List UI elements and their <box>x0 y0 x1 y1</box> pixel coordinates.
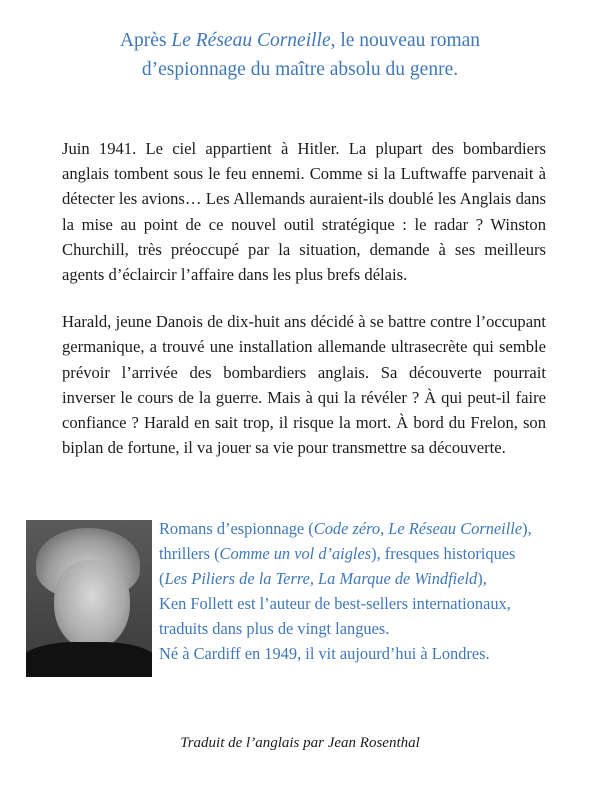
bio-titles: Les Piliers de la Terre, La Marque de Windfield <box>164 569 478 588</box>
bio-titles: Comme un vol d’aigles <box>219 544 372 563</box>
bio-titles: Code zéro, Le Réseau Corneille <box>313 519 523 538</box>
author-bio-block <box>26 516 578 680</box>
author-bio <box>159 516 579 666</box>
bio-line-1 <box>159 516 579 541</box>
bio-line-5: traduits dans plus de vingt langues. <box>159 619 390 638</box>
portrait-face <box>54 560 130 650</box>
tagline-prefix: Après <box>119 30 172 51</box>
author-portrait <box>26 520 152 677</box>
summary-paragraph-1: Juin 1941. Le ciel appartient à Hitler. La plupart des bombardiers anglais tombent sous le feu ennemi. Comme si la Luftwaffe parvenait à détecter les avions… Les Allemands auraient-ils doublé les Anglais dans la mise au point de ce nouvel outil stratégique : le radar ? Winston Churchill, très préoccupé par la situation, demande à ses meilleurs agents d’éclaircir l’affaire dans les plus brefs délais. <box>62 139 546 285</box>
bio-text: ), fresques historiques <box>371 544 516 563</box>
summary-paragraph-2: Harald, jeune Danois de dix-huit ans décidé à se battre contre l’occupant germanique, a trouvé une installation allemande ultrasecrète qui semble prévoir l’arrivée des bombardiers anglais. Sa découverte pourrait inverser le cours de la guerre. Mais à qui la révéler ? À qui peut-il faire confiance ? Harald en sait trop, il risque la mort. À bord du Frelon, son biplan de fortune, il va jouer sa vie pour transmettre sa découverte. <box>62 312 546 458</box>
tagline <box>40 26 560 84</box>
portrait-jacket <box>26 642 152 677</box>
bio-text: ( <box>159 569 165 588</box>
tagline-line-1 <box>40 26 560 55</box>
bio-line-4: Ken Follett est l’auteur de best-sellers internationaux, <box>159 594 511 613</box>
bio-text: Romans d’espionnage ( <box>159 519 314 538</box>
bio-line-6: Né à Cardiff en 1949, il vit aujourd’hui à Londres. <box>159 644 490 663</box>
bio-text: thrillers ( <box>159 544 220 563</box>
translator-credit: Traduit de l’anglais par Jean Rosenthal <box>180 735 420 751</box>
tagline-book-title: Le Réseau Corneille <box>171 30 331 51</box>
bio-line-2 <box>159 541 579 566</box>
bio-text: ), <box>477 569 487 588</box>
book-summary <box>62 136 546 482</box>
tagline-suffix: , le nouveau roman <box>330 30 481 51</box>
bio-text: ), <box>522 519 532 538</box>
tagline-line-2: d’espionnage du maître absolu du genre. <box>141 59 459 80</box>
bio-line-3 <box>159 566 579 591</box>
